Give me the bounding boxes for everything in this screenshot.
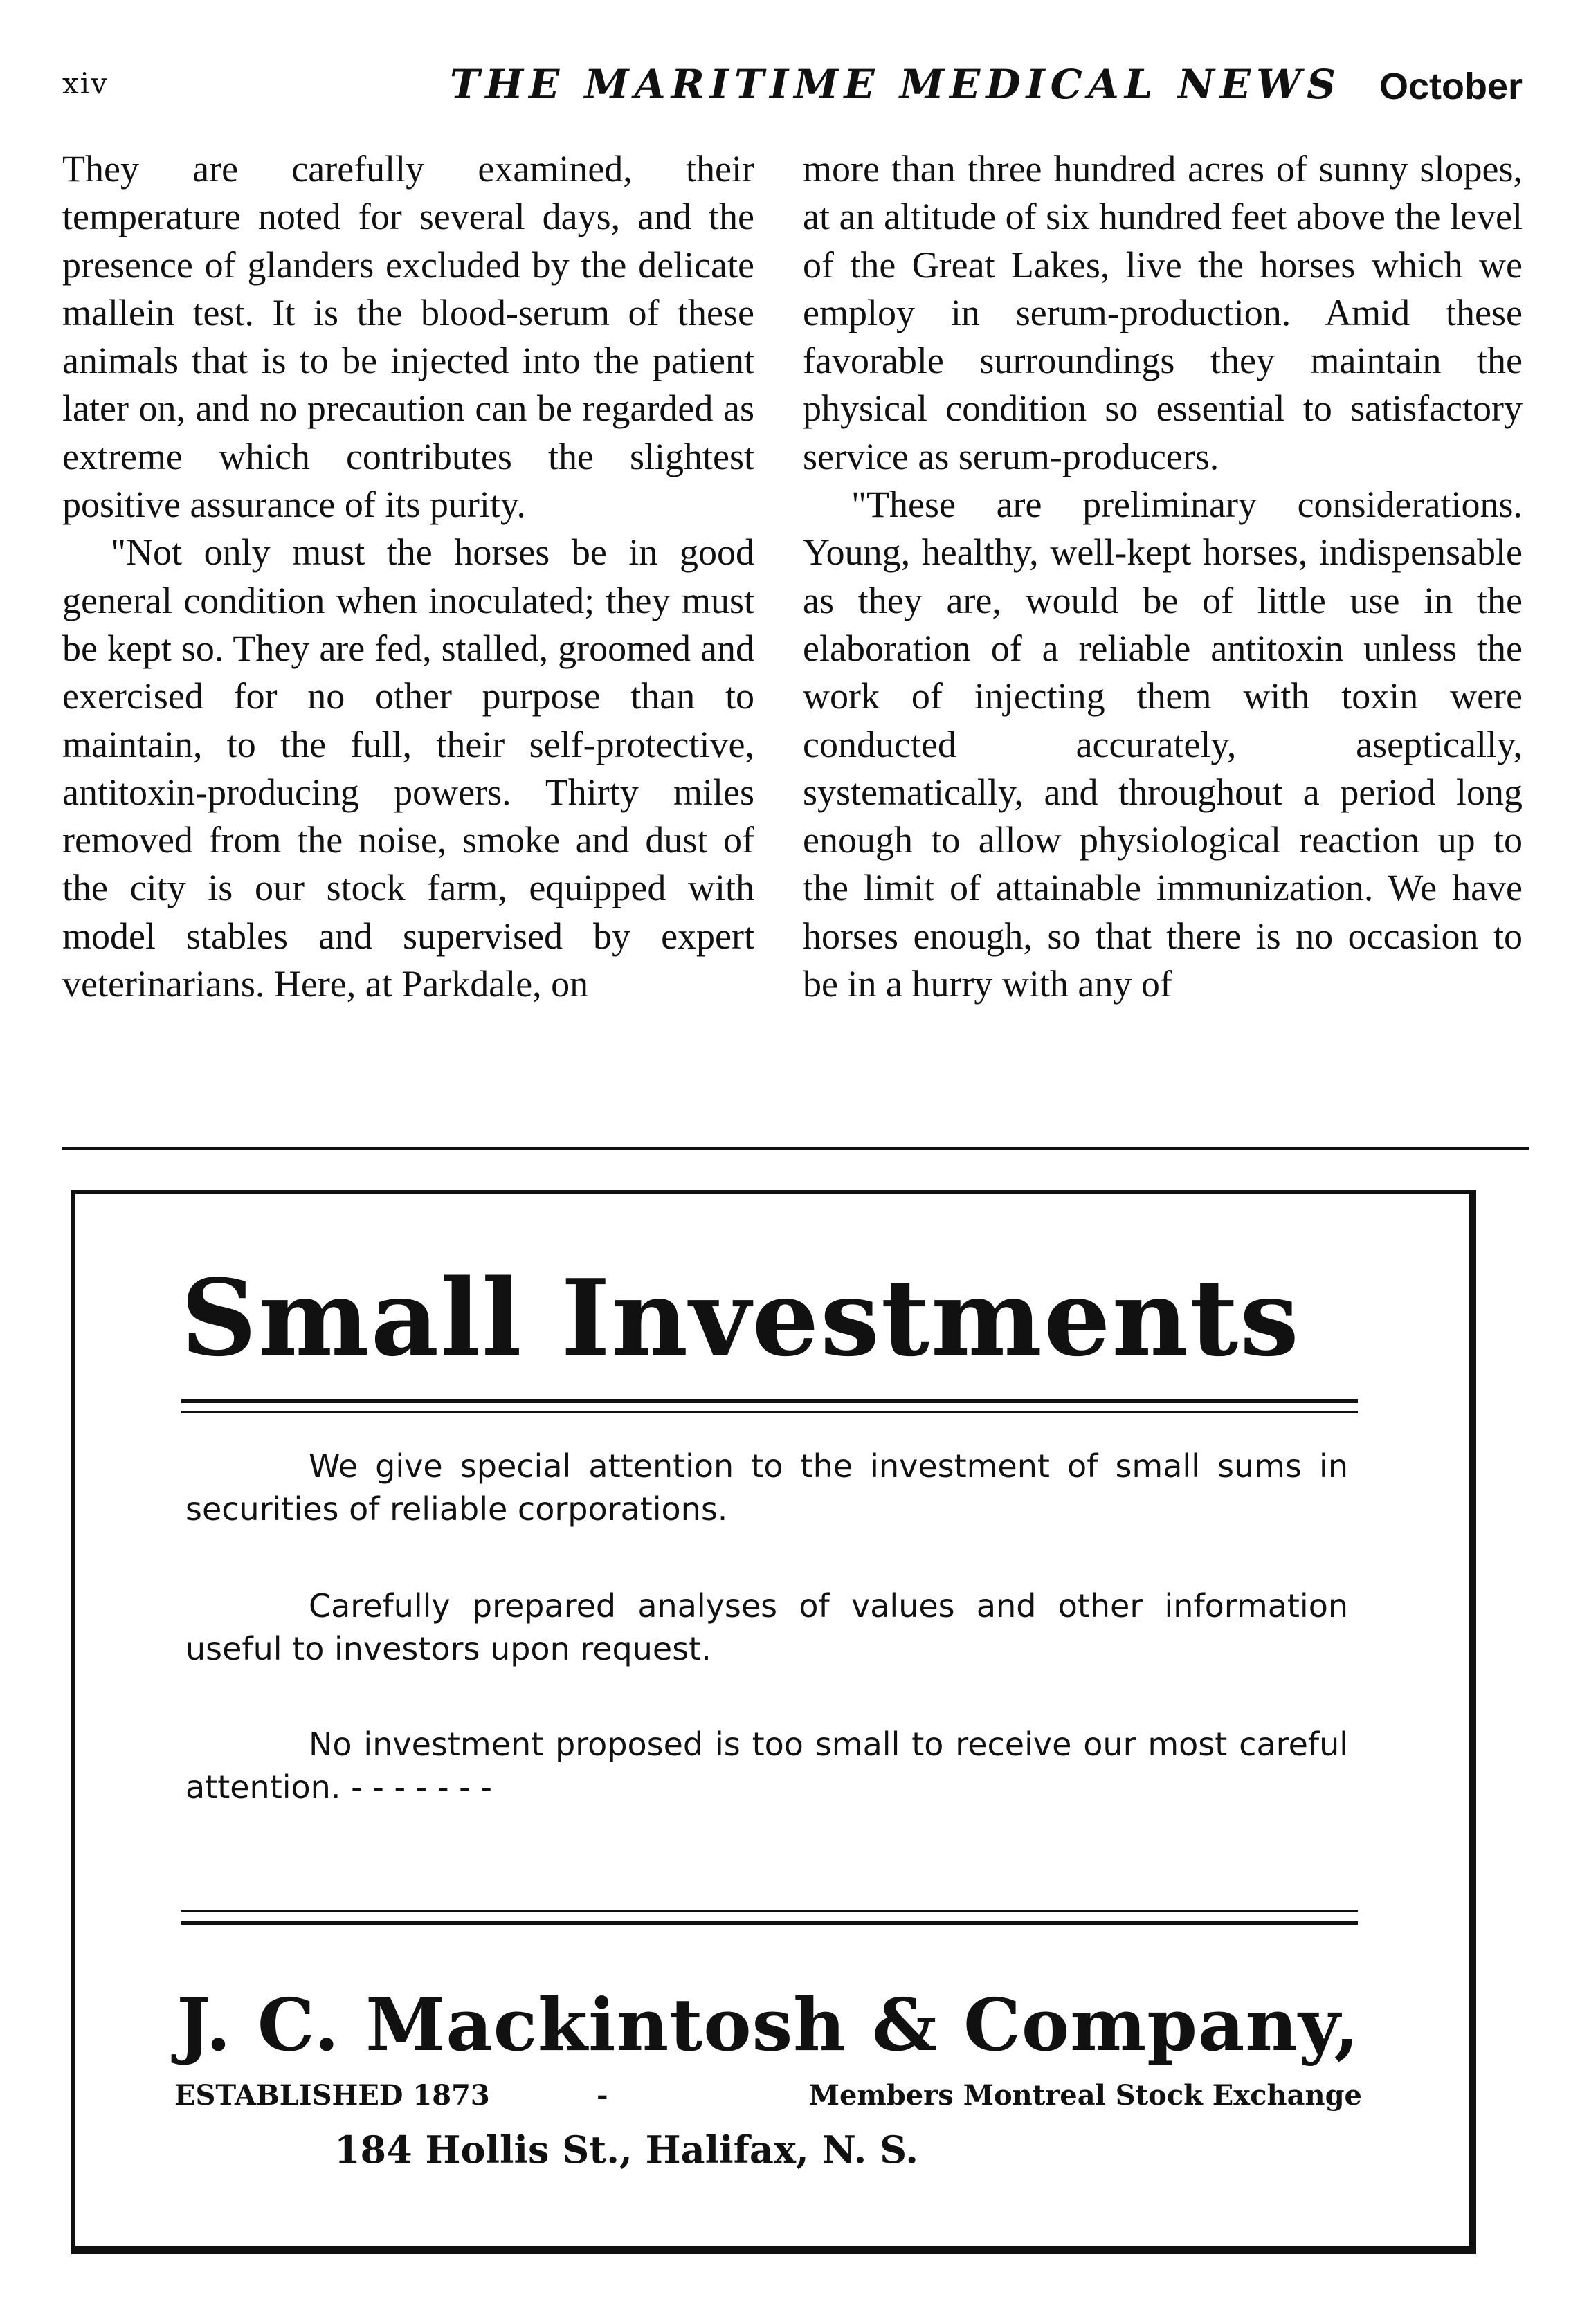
page-header xyxy=(62,61,1523,116)
journal-title: THE MARITIME MEDICAL NEWS xyxy=(450,61,1342,108)
advertisement-title: Small Investments xyxy=(181,1256,1300,1380)
title-rule-thick xyxy=(181,1399,1358,1403)
ad-paragraph: We give special attention to the investment of small sums in securities of reliable corporations. xyxy=(185,1447,1348,1528)
established-year: ESTABLISHED 1873 xyxy=(174,2079,490,2112)
article-right-column xyxy=(803,145,1523,1008)
page-number: xiv xyxy=(62,66,109,100)
title-rule-thin xyxy=(181,1411,1358,1413)
article-paragraph: "Not only must the horses be in good general condition when inoculated; they must be kept so. They are fed, stalled, groomed and exercised for no other purpose than to maintain, to the full, their self-protective, antitoxin-producing powers. Thirty miles removed from the noise, smoke and dust of the city is our stock farm, equipped with model stables and supervised by expert veterinarians. Here, at Parkdale, on xyxy=(62,531,754,1005)
company-rule-thick xyxy=(181,1921,1358,1925)
company-address: 184 Hollis St., Halifax, N. S. xyxy=(334,2128,919,2172)
issue-month: October xyxy=(1379,66,1523,107)
article-body xyxy=(62,145,1523,1128)
section-divider xyxy=(62,1147,1529,1150)
ad-paragraph: No investment proposed is too small to receive our most careful attention. - - - - - - - xyxy=(185,1726,1348,1806)
company-name: J. C. Mackintosh & Company, xyxy=(176,1982,1360,2067)
article-paragraph: They are carefully examined, their temperature noted for several days, and the presence of glanders excluded by the delicate mallein test. It is the blood-serum of these animals that is to be injected into the patient later on, and no precaution can be regarded as extreme which contributes the slightest positive assurance of its purity. xyxy=(62,148,754,526)
article-paragraph: "These are preliminary considerations. Young, healthy, well-kept horses, indispensable as they are, would be of little use in the elaboration of a reliable antitoxin unless the work of injecting them with toxin were conducted accurately, aseptically, systematically, and throughout a period long enough to allow physiological reaction up to the limit of attainable immunization. We have horses enough, so that there is no occasion to be in a hurry with any of xyxy=(803,484,1523,1005)
company-rule-thin xyxy=(181,1910,1358,1912)
exchange-membership: Members Montreal Stock Exchange xyxy=(808,2079,1362,2112)
article-left-column xyxy=(62,145,754,1008)
detail-separator: - xyxy=(597,2079,608,2112)
article-paragraph: more than three hundred acres of sunny slopes, at an altitude of six hundred feet above the level of the Great Lakes, live the horses which we employ in serum-production. Amid these favorable surroundings they maintain the physical condition so essential to satisfactory service as serum-producers. xyxy=(803,148,1523,477)
ad-paragraph: Carefully prepared analyses of values and other information useful to investors upon request. xyxy=(185,1587,1348,1667)
